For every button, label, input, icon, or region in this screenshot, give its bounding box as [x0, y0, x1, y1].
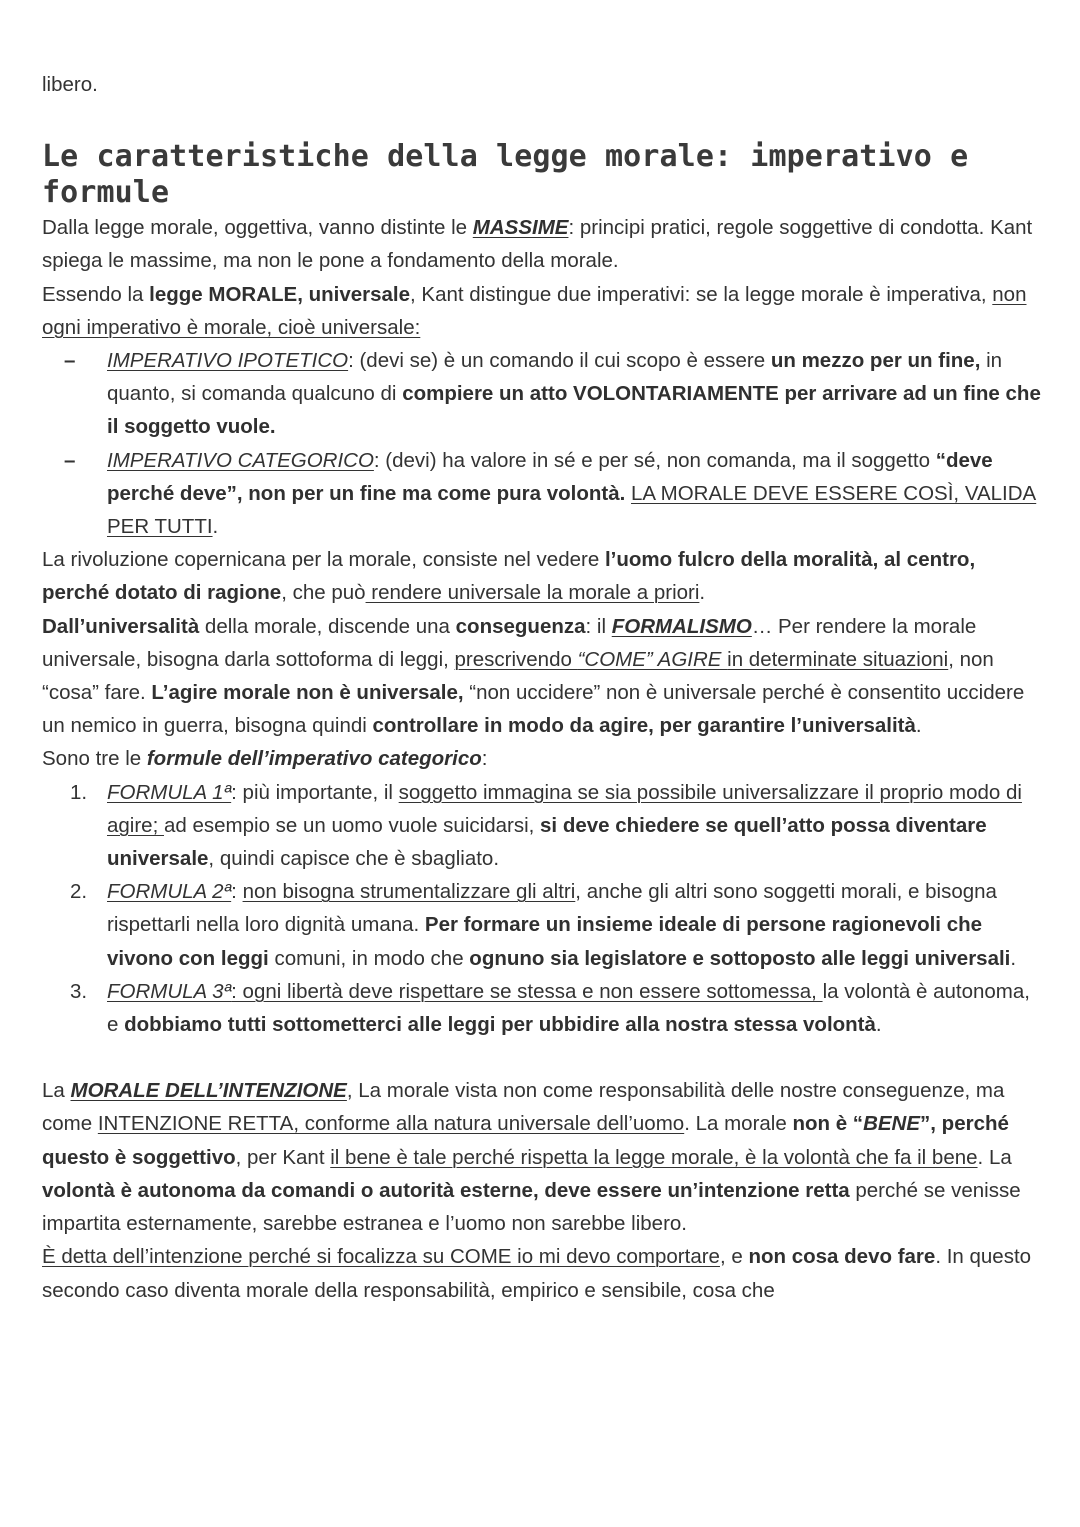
paragraph-gap: [42, 1041, 1042, 1074]
paragraph-massime: Dalla legge morale, oggettiva, vanno distinte le MASSIME: principi pratici, regole soggettive di condotta. Kant spiega le massime, ma non le pone a fondamento della morale.: [42, 216, 1033, 273]
imperatives-list: [42, 344, 1042, 543]
term-formula-3: FORMULA 3ª: [107, 979, 232, 1003]
paragraph-formule-intro: Sono tre le formule dell’imperativo categorico:: [42, 747, 488, 771]
list-number: 2.: [70, 880, 88, 904]
paragraph-morale-intenzione: La MORALE DELL’INTENZIONE, La morale vista non come responsabilità delle nostre conseguenze, ma come INTENZIONE RETTA, conforme alla natura universale dell’uomo. La morale non è “BENE”, perché questo è soggettivo, per Kant il bene è tale perché rispetta la legge morale, è la volontà che fa il bene. La volontà è autonoma da comandi o autorità esterne, deve essere un’intenzione retta perché se venisse impartita esternamente, sarebbe estranea e l’uomo non sarebbe libero.: [42, 1079, 1021, 1236]
intro-text: libero.: [42, 73, 98, 96]
paragraph-intenzione-come: È detta dell’intenzione perché si focalizza su COME io mi devo comportare, e non cosa devo fare. In questo secondo caso diventa morale della responsabilità, empirico e sensibile, cosa che: [42, 1245, 1032, 1302]
term-formalismo: FORMALISMO: [611, 614, 752, 638]
term-imperativo-categorico: IMPERATIVO CATEGORICO: [107, 448, 374, 472]
term-massime: MASSIME: [472, 216, 569, 240]
document-page: [42, 68, 1042, 1307]
dash-marker: –: [64, 448, 76, 472]
list-item-formula-1: 1. FORMULA 1ª: più importante, il soggetto immagina se sia possibile universalizzare il proprio modo di agire; ad esempio se un uomo vuole suicidarsi, si deve chiedere se quell’atto possa diventare universale, quindi capisce che è sbagliato.: [42, 776, 1042, 876]
term-imperativo-ipotetico: IMPERATIVO IPOTETICO: [107, 349, 349, 373]
term-morale-intenzione: MORALE DELL’INTENZIONE: [70, 1079, 347, 1103]
paragraph-imperativi: Essendo la legge MORALE, universale, Kant distingue due imperativi: se la legge morale è imperativa, non ogni imperativo è morale, cioè universale:: [42, 282, 1027, 339]
list-item-formula-2: 2. FORMULA 2ª: non bisogna strumentalizzare gli altri, anche gli altri sono soggetti morali, e bisogna rispettarli nella loro dignità umana. Per formare un insieme ideale di persone ragionevoli che vivono con leggi comuni, in modo che ognuno sia legislatore e sottoposto alle leggi universali.: [42, 875, 1042, 975]
dash-marker: –: [64, 349, 76, 373]
list-item-formula-3: 3. FORMULA 3ª: ogni libertà deve rispettare se stessa e non essere sottomessa, la volontà è autonoma, e dobbiamo tutti sottometterci alle leggi per ubbidire alla nostra stessa volontà.: [42, 975, 1042, 1041]
term-formula-1: FORMULA 1ª: [107, 780, 232, 804]
paragraph-formalismo: Dall’universalità della morale, discende una conseguenza: il FORMALISMO… Per rendere la morale universale, bisogna darla sottoforma di leggi, prescrivendo “COME” AGIRE in determinate situazioni, non “cosa” fare. L’agire morale non è universale, “non uccidere” non è universale perché è consentito uccidere un nemico in guerra, bisogna quindi controllare in modo da agire, per garantire l’universalità.: [42, 614, 1025, 738]
list-number: 3.: [70, 979, 88, 1003]
list-item-imperativo-ipotetico: – IMPERATIVO IPOTETICO: (devi se) è un comando il cui scopo è essere un mezzo per un fine, in quanto, si comanda qualcuno di compiere un atto VOLONTARIAMENTE per arrivare ad un fine che il soggetto vuole.: [42, 344, 1042, 444]
formulas-list: [42, 776, 1042, 1042]
paragraph-rivoluzione-copernicana: La rivoluzione copernicana per la morale, consiste nel vedere l’uomo fulcro della moralità, al centro, perché dotato di ragione, che può rendere universale la morale a priori.: [42, 548, 976, 605]
term-formula-2: FORMULA 2ª: [107, 880, 232, 904]
list-number: 1.: [70, 780, 88, 804]
list-item-imperativo-categorico: – IMPERATIVO CATEGORICO: (devi) ha valore in sé e per sé, non comanda, ma il soggetto “deve perché deve”, non per un fine ma come pura volontà. LA MORALE DEVE ESSERE COSÌ, VALIDA PER TUTTI.: [42, 444, 1042, 544]
section-heading: Le caratteristiche della legge morale: imperativo e formule: [42, 139, 969, 211]
